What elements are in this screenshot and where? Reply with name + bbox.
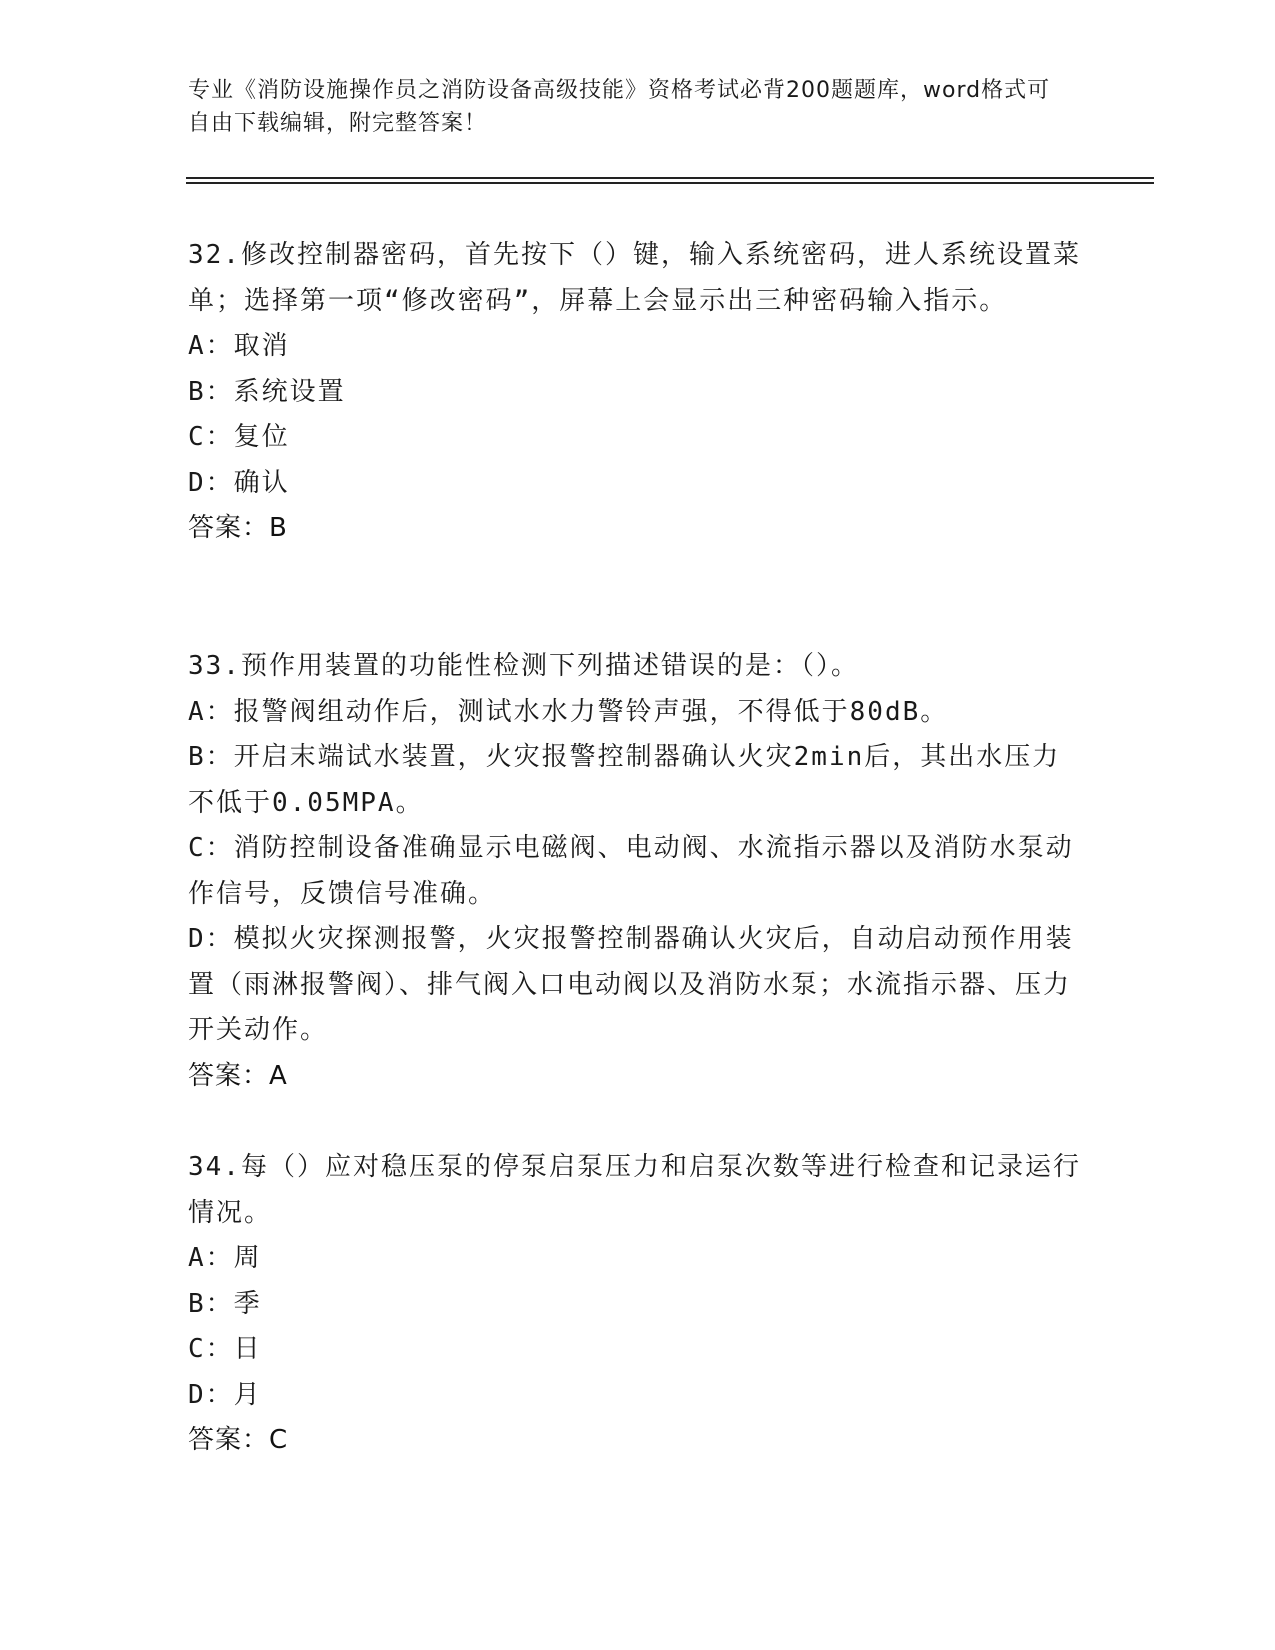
header-divider-top: [186, 177, 1154, 179]
option-c: C：消防控制设备准确显示电磁阀、电动阀、水流指示器以及消防水泵动作信号，反馈信号准确。: [188, 833, 1074, 909]
option-a: A：报警阀组动作后，测试水水力警铃声强，不得低于80dB。: [188, 696, 949, 727]
option-d: D：月: [188, 1379, 262, 1410]
option-d: D：模拟火灾探测报警，火灾报警控制器确认火灾后，自动启动预作用装置（雨淋报警阀）、排气阀入口电动阀以及消防水泵；水流指示器、压力开关动作。: [188, 924, 1074, 1045]
option-b: B：开启末端试水装置，火灾报警控制器确认火灾2min后，其出水压力不低于0.05MPA。: [188, 742, 1061, 818]
question-stem: 32.修改控制器密码，首先按下（）键，输入系统密码，进人系统设置菜单；选择第一项“修改密码”，屏幕上会显示出三种密码输入指示。: [188, 240, 1081, 316]
option-d: D：确认: [188, 467, 290, 498]
question-stem: 33.预作用装置的功能性检测下列描述错误的是：（）。: [188, 651, 859, 681]
option-a: A：取消: [188, 331, 290, 361]
header-divider-bottom: [186, 182, 1154, 184]
document-header: 专业《消防设施操作员之消防设备高级技能》资格考试必背200题题库，word格式可自由下载编辑，附完整答案！: [188, 78, 1051, 136]
question-34: [188, 1145, 1088, 1464]
option-a: A：周: [188, 1243, 262, 1273]
question-32: [188, 233, 1088, 552]
option-b: B：季: [188, 1288, 262, 1319]
answer-label: 答案：B: [188, 513, 288, 543]
option-b: B：系统设置: [188, 376, 346, 407]
question-33: [188, 644, 1088, 1099]
option-c: C：日: [188, 1334, 262, 1364]
answer-label: 答案：A: [188, 1060, 288, 1091]
question-stem: 34.每（）应对稳压泵的停泵启泵压力和启泵次数等进行检查和记录运行情况。: [188, 1152, 1081, 1228]
answer-label: 答案：C: [188, 1425, 289, 1455]
option-c: C：复位: [188, 422, 290, 452]
